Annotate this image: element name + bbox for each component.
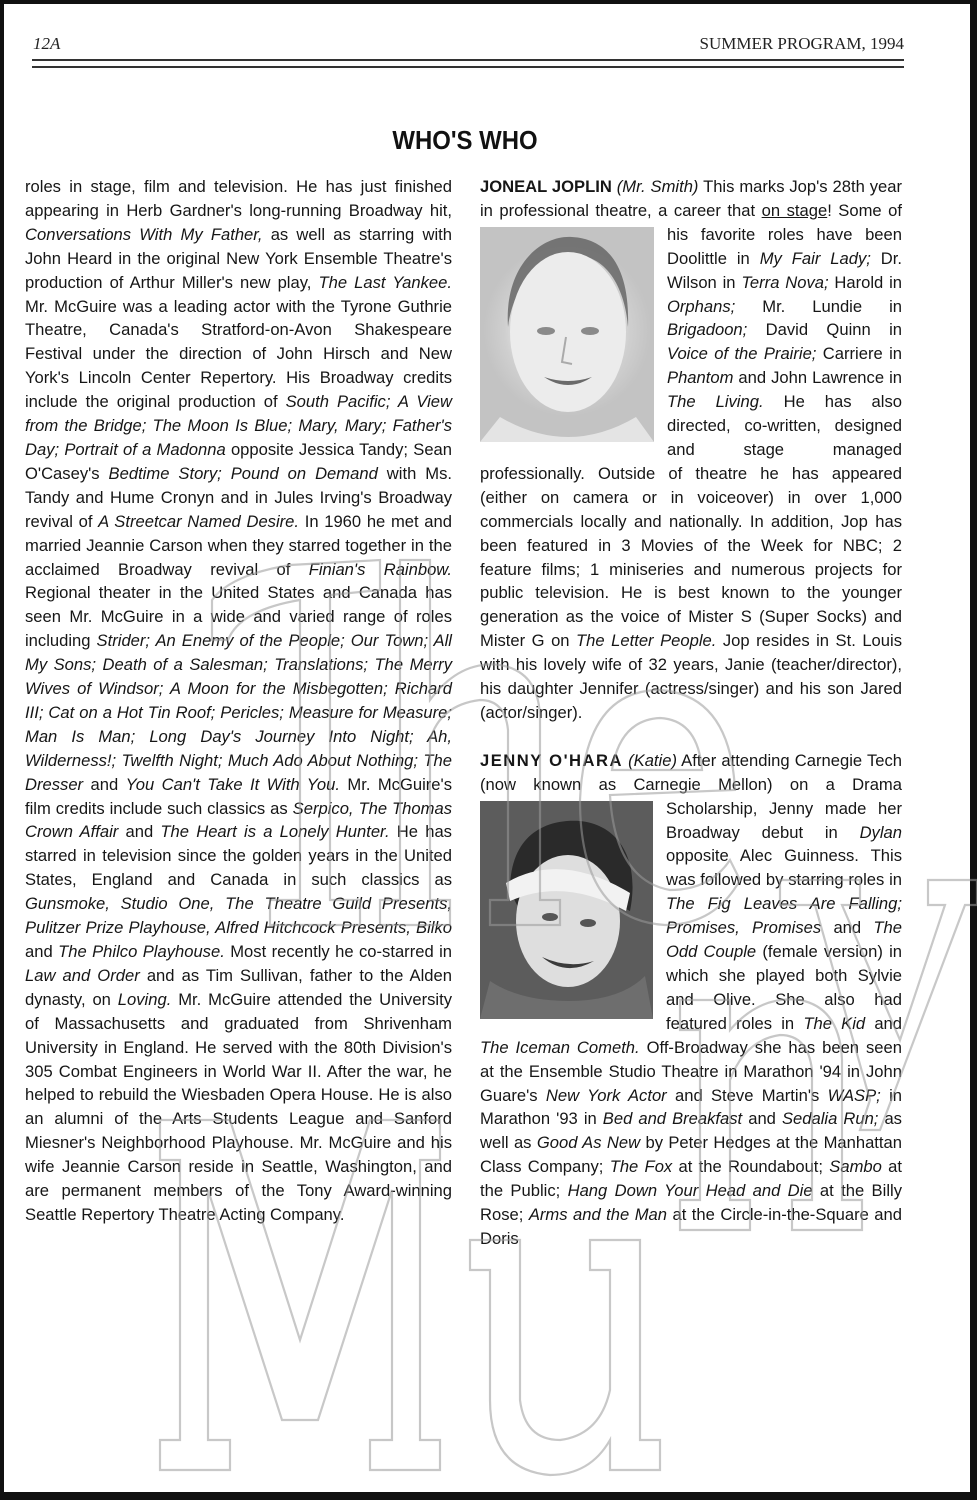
italic-title: Bed and Breakfast (602, 1109, 743, 1129)
bio-name: JENNY O'HARA (480, 750, 623, 770)
bio-jenny-ohara (480, 749, 902, 1251)
italic-title: Sedalia Run; (781, 1109, 879, 1129)
headshot-photo-ohara (480, 801, 653, 1019)
italic-title: The Fig Leaves Are Falling; Promises, Promises (666, 894, 902, 938)
italic-title: The Living. (667, 392, 764, 412)
italic-title: Sambo (829, 1157, 882, 1177)
section-title: WHO'S WHO (392, 125, 538, 156)
header-rule-bottom (32, 66, 904, 68)
right-column (480, 175, 902, 1251)
header-rule-top (32, 59, 904, 61)
italic-title: Dylan (859, 822, 902, 842)
italic-title: Loving. (117, 989, 172, 1009)
italic-title: My Fair Lady; (759, 248, 871, 268)
bio-body-rest: on stage! Some of his favorite roles have been Doolittle in My Fair Lady; Dr. Wilson in Terra Nova; Harold in Orphans; Mr. Lundie in Brigadoon; David Quinn in Voice of the Prairie; Carriere in Phantom and John Lawrence in The Living. He has also directed, co-written, designed and stage managed professionally. Outside of theatre he has appeared (either on camera or in voiceover) in over 1,000 commercials locally and nationally. In addition, Jop has been featured in 3 Movies of the Week for NBC; 2 feature films; 1 miniseries and numerous projects for public television. He is best known to the younger generation as the voice of Mister S (Super Socks) and Mister G on The Letter People. Jop resides in St. Louis with his lovely wife of 32 years, Janie (teacher/director), his daughter Jennifer (actress/singer) and his son Jared (actor/singer). (480, 200, 902, 722)
portrait-man-icon (480, 227, 654, 442)
italic-title: Terra Nova; (741, 272, 829, 292)
italic-title: You Can't Take It With You. (125, 774, 340, 794)
italic-title: Finian's Rainbow. (308, 559, 452, 579)
italic-title: The Last Yankee. (318, 272, 452, 292)
portrait-woman-icon (480, 801, 653, 1019)
italic-title: Hang Down Your Head and Die (567, 1181, 813, 1201)
italic-title: WASP; (827, 1085, 881, 1105)
publication-title: SUMMER PROGRAM, 1994 (699, 34, 904, 53)
italic-title: The Letter People. (576, 631, 717, 651)
mcguire-bio-continued: roles in stage, film and television. He has just finished appearing in Herb Gardner's long-running Broadway hit, Conversations With My Father, as well as starring with John Heard in the original New York Ensemble Theatre's production of Arthur Miller's new play, The Last Yankee. Mr. McGuire was a leading actor with the Tyrone Guthrie Theatre, Canada's Stratford-on-Avon Shakespeare Festival under the direction of John Hirsch and New York's Lincoln Center Repertory. His Broadway credits include the original production of South Pacific; A View from the Bridge; The Moon Is Blue; Mary, Mary; Father's Day; Portrait of a Madonna opposite Jessica Tandy; Sean O'Casey's Bedtime Story; Pound on Demand with Ms. Tandy and Hume Cronyn and in Jules Irving's Broadway revival of A Streetcar Named Desire. In 1960 he met and married Jeannie Carson when they starred together in the acclaimed Broadway revival of Finian's Rainbow. Regional theater in the United States and Canada has seen Mr. McGuire in a wide and varied range of roles including Strider; An Enemy of the People; Our Town; All My Sons; Death of a Salesman; Translations; The Merry Wives of Windsor; A Moon for the Misbegotten; Richard III; Cat on a Hot Tin Roof; Pericles; Measure for Measure; Man Is Man; Long Day's Journey Into Night; Ah, Wilderness!; Twelfth Night; Much Ado About Nothing; The Dresser and You Can't Take It With You. Mr. McGuire's film credits include such classics as Serpico, The Thomas Crown Affair and The Heart is a Lonely Hunter. He has starred in television since the golden years in the United States, England and Canada in such classics as Gunsmoke, Studio One, The Theatre Guild Presents, Pulitzer Prize Playhouse, Alfred Hitchcock Presents, Bilko and The Philco Playhouse. Most recently he co-starred in Law and Order and as Tim Sullivan, father to the Alden dynasty, on Loving. Mr. McGuire attended the University of Massachusetts and graduated from Shrivenham University in England. He served with the 80th Division's 305 Combat Engineers in World War II. After the war, he helped to rebuild the Wiesbaden Opera House. He is also an alumni of the Arts Students League and Sanford Miesner's Neighborhood Playhouse. Mr. McGuire and his wife Jeannie Carson reside in Seattle, Washington, and are permanent members of the Tony Award-winning Seattle Repertory Theatre Acting Company. (25, 177, 453, 1224)
underlined-text: on stage (761, 200, 828, 220)
bio-intro-line: After attending Carnegie Tech (now known as Carnegie Mellon) (480, 750, 902, 794)
italic-title: The Iceman Cometh. (480, 1037, 640, 1057)
italic-title: Voice of the Prairie; (667, 344, 817, 364)
bio-role: (Mr. Smith) (616, 177, 699, 196)
bio-role: (Katie) (628, 750, 677, 770)
bio-body-rest: on a Drama Scholarship, Jenny made her Broadway debut in Dylan opposite Alec Guinness. This was followed by starring roles in The Fig Leaves Are Falling; Promises, Promises and The Odd Couple (female version) in which she played both Sylvie and Olive. She also had featured roles in The Kid and The Iceman Cometh. Off-Broadway she has been seen at the Ensemble Studio Theatre in Marathon '94 in John Guare's New York Actor and Steve Martin's WASP; in Marathon '93 in Bed and Breakfast and Sedalia Run; as well as Good As New by Peter Hedges at the Manhattan Class Company; The Fox at the Roundabout; Sambo at the Public; Hang Down Your Head and Die at the Billy Rose; Arms and the Man at the Circle-in-the-Square and Doris (480, 774, 903, 1248)
italic-title: The Philco Playhouse. (58, 942, 225, 961)
italic-title: Serpico, The Thomas Crown Affair (25, 798, 452, 842)
italic-title: The Fox (609, 1157, 673, 1177)
italic-title: Conversations With My Father, (25, 224, 263, 244)
italic-title: Arms and the Man (528, 1205, 668, 1225)
italic-title: Phantom (667, 368, 734, 388)
running-header (33, 34, 904, 54)
italic-title: Law and Order (25, 965, 140, 985)
italic-title: South Pacific; A View from the Bridge; The Moon Is Blue; Mary, Mary; Father's Day; Portrait of a Madonna (25, 392, 452, 459)
italic-title: Good As New (536, 1133, 641, 1153)
italic-title: Gunsmoke, Studio One, The Theatre Guild Presents, Pulitzer Prize Playhouse, Alfred Hitchcock Presents, Bilko (25, 894, 452, 938)
bio-joneal-joplin (480, 175, 902, 725)
bio-name: JONEAL JOPLIN (480, 177, 612, 196)
bio-intro-line: This marks Jop's 28th year in professional theatre, a career that (480, 177, 902, 220)
headshot-photo-joplin (480, 227, 654, 442)
italic-title: The Kid (803, 1013, 866, 1033)
italic-title: Bedtime Story; Pound on Demand (108, 463, 378, 483)
italic-title: New York Actor (545, 1085, 667, 1105)
page-number: 12A (33, 34, 61, 53)
italic-title: The Heart is a Lonely Hunter. (160, 822, 390, 842)
italic-title: Brigadoon; (667, 320, 748, 340)
italic-title: Orphans; (667, 296, 736, 316)
italic-title: Strider; An Enemy of the People; Our Town; All My Sons; Death of a Salesman; Translations; The Merry Wives of Windsor; A Moon for the Misbegotten; Richard III; Cat on a Hot Tin Roof; Pericles; Measure for Measure; Man Is Man; Long Day's Journey Into Night; Ah, Wilderness!; Twelfth Night; Much Ado About Nothing; The Dresser (25, 631, 452, 794)
italic-title: A Streetcar Named Desire. (98, 511, 300, 531)
bio-separator (480, 725, 902, 749)
left-column (25, 175, 452, 1227)
italic-title: The Odd Couple (666, 918, 902, 962)
